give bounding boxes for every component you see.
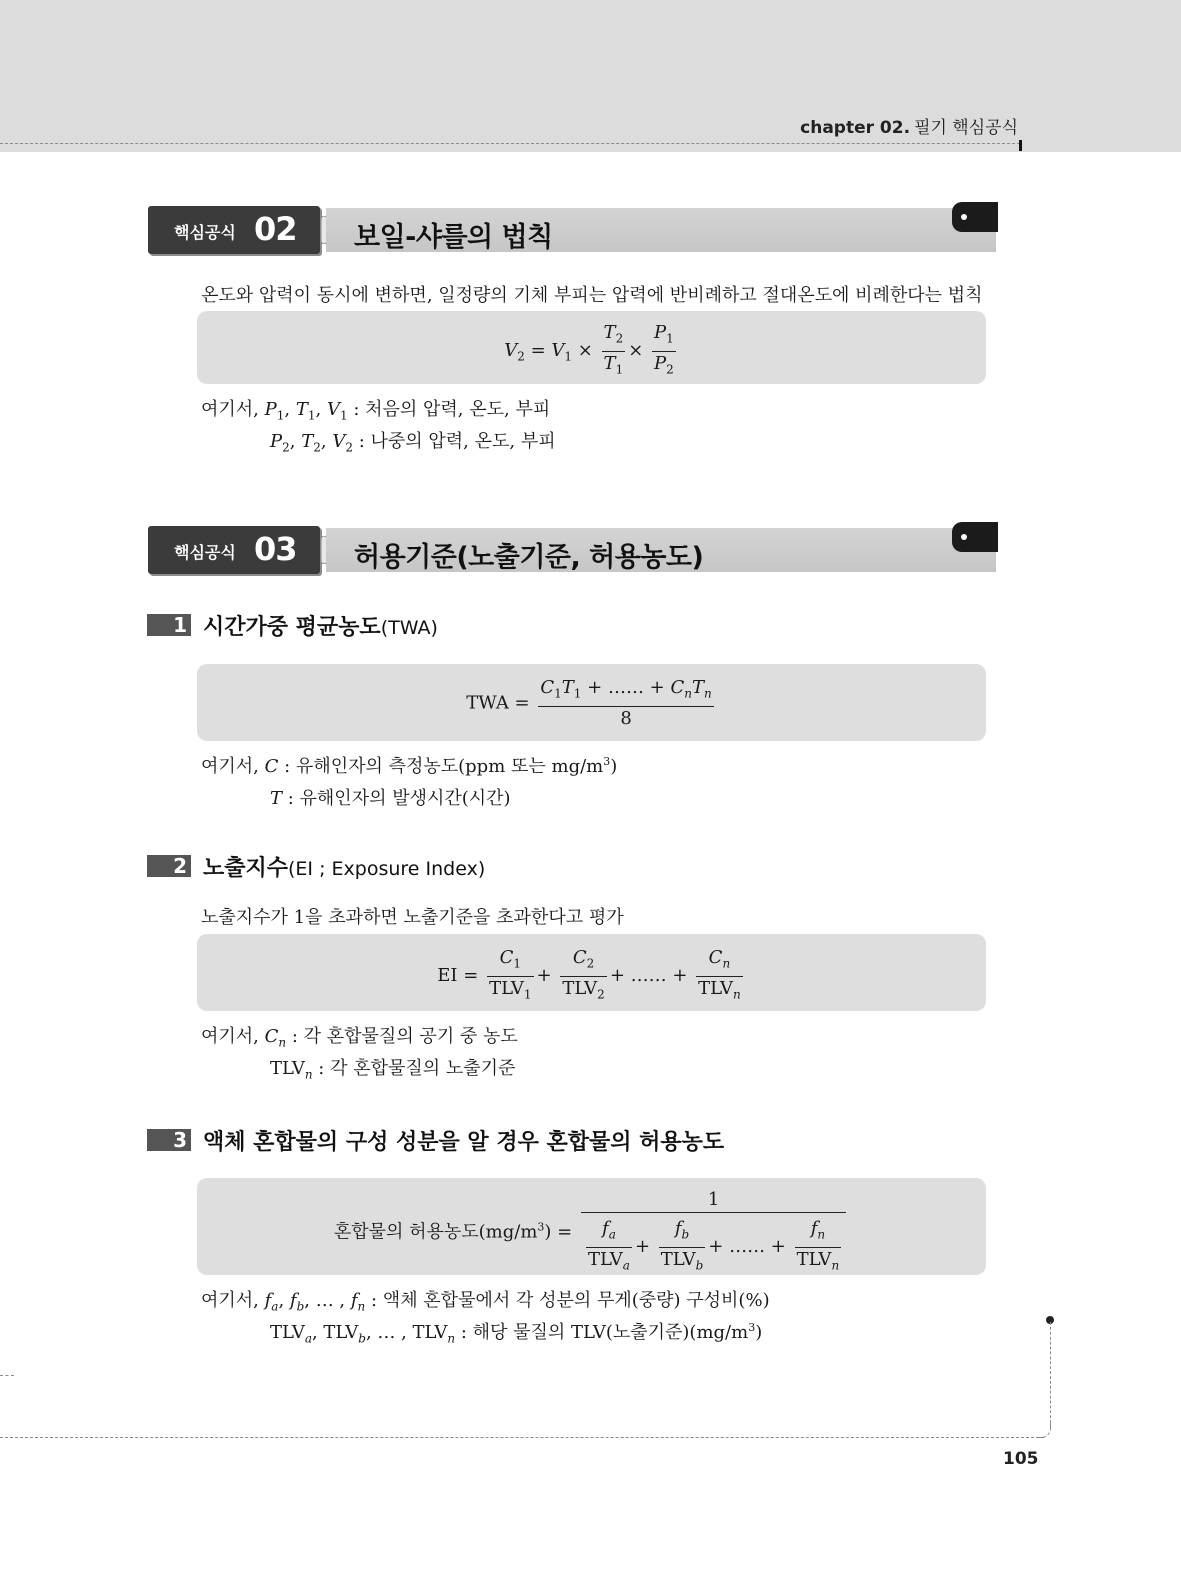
subsection-title: [203, 1125, 724, 1156]
section-02-heading: [148, 206, 998, 254]
subsection-title-text: 노출지수: [203, 856, 289, 881]
definition-line: 여기서, $P_1$, $T_1$, $V_1$ : 처음의 압력, 온도, 부피: [201, 399, 551, 423]
where-label: 여기서,: [201, 1290, 259, 1311]
formula-box-twa: [197, 664, 986, 741]
formula-mixture: 혼합물의 허용농도$(mg/m^3)$ = 1 $\frac{f_a}{TLV_a}$ + $\frac{f_b}{TLV_b}$ + …… + $\frac{f_n}{TLV_n}$: [197, 1188, 986, 1277]
section-title-bar: [326, 528, 996, 572]
definition-text: : 처음의 압력, 온도, 부피: [353, 399, 551, 420]
running-header: [800, 113, 1018, 138]
badge-number: 03: [254, 530, 297, 568]
section-badge: [148, 206, 320, 254]
section-title-bar: [326, 208, 996, 252]
definition-text: : 각 혼합물질의 노출기준: [318, 1058, 516, 1079]
definition-text: : 해당 물질의 TLV(노출기준)(mg/m: [460, 1322, 749, 1343]
subsection-title: [203, 851, 485, 882]
where-label: 여기서,: [201, 756, 259, 777]
formula-ei: EI = $\frac{C_1}{TLV_1}$ + $\frac{C_2}{TLV_2}$ + …… + $\frac{C_n}{TLV_n}$: [437, 947, 741, 1002]
definition-line: $P_2$, $T_2$, $V_2$ : 나중의 압력, 온도, 부피: [270, 431, 556, 455]
formula-box-mixture: [197, 1178, 986, 1275]
subsection-title-en: (TWA): [380, 617, 438, 639]
header-divider: [0, 143, 1020, 144]
frame-corner: [1036, 1422, 1051, 1438]
formula-lhs: 혼합물의 허용농도(mg/m: [333, 1221, 538, 1243]
definition-line: 여기서, C : 유해인자의 측정농도(ppm 또는 $mg/m^3$): [201, 755, 618, 777]
formula-box-boyle-charles: [197, 311, 986, 384]
where-label: 여기서,: [201, 1026, 259, 1047]
badge-label: 핵심공식: [174, 543, 236, 562]
definition-text: : 유해인자의 측정농도(ppm 또는 mg/m: [284, 756, 604, 777]
formula-lhs: TWA: [466, 692, 509, 714]
section-03-heading: [148, 526, 998, 574]
formula-lhs: EI: [437, 965, 458, 987]
margin-dash: [0, 1375, 14, 1376]
definition-line: $TLV_a$, $TLV_b$, … , $TLV_n$ : 해당 물질의 TLV(노출기준)$(mg/m^3)$: [270, 1321, 763, 1346]
subsection-title-text: 액체 혼합물의 구성 성분을 알 경우 혼합물의 허용농도: [203, 1130, 725, 1155]
formula-box-ei: [197, 934, 986, 1011]
section-title: 보일-샤를의 법칙: [354, 222, 553, 253]
section-title: 허용기준(노출기준, 허용농도): [354, 542, 704, 573]
formula-denominator: 8: [620, 707, 632, 729]
badge-label: 핵심공식: [174, 223, 236, 242]
definition-line: T : 유해인자의 발생시간(시간): [270, 788, 511, 809]
frame-side-line: [1050, 1322, 1051, 1428]
subsection-number: 1: [147, 614, 191, 636]
subsection-title-en: (EI ; Exposure Index): [288, 858, 486, 880]
definition-text: : 각 혼합물질의 공기 중 농도: [291, 1026, 518, 1047]
bookmark-tab-icon: [952, 202, 998, 232]
definition-line: 여기서, $C_n$ : 각 혼합물질의 공기 중 농도: [201, 1026, 518, 1050]
definition-line: $TLV_n$ : 각 혼합물질의 노출기준: [270, 1058, 516, 1082]
formula-boyle-charles: $V_2 = V_1$ × $\frac{T_2}{T_1}$ × $\frac{P_1}{P_2}$: [504, 322, 674, 377]
definition-text: : 나중의 압력, 온도, 부피: [358, 431, 556, 452]
where-label: 여기서,: [201, 399, 259, 420]
subsection-number: 3: [147, 1129, 191, 1151]
chapter-title: 필기 핵심공식: [914, 118, 1018, 138]
subsection-number: 2: [147, 855, 191, 877]
subsection-2-description: 노출지수가 1을 초과하면 노출기준을 초과한다고 평가: [201, 907, 624, 928]
page-number: 105: [1003, 1449, 1039, 1469]
footer-divider: [0, 1437, 1044, 1438]
definition-text: : 유해인자의 발생시간(시간): [287, 788, 511, 809]
section-02-description: 온도와 압력이 동시에 변하면, 일정량의 기체 부피는 압력에 반비례하고 절대온도에 비례한다는 법칙: [201, 285, 983, 306]
header-divider-mark: [1019, 140, 1022, 151]
formula-twa: TWA = $\frac{C_1T_1 + \dots\dots + C_nT_n}{8}$: [466, 677, 712, 729]
chapter-label: chapter 02.: [800, 118, 911, 138]
bookmark-tab-icon: [952, 522, 998, 552]
definition-text: : 액체 혼합물에서 각 성분의 무게(중량) 구성비(%): [371, 1290, 770, 1311]
subsection-title-text: 시간가중 평균농도: [203, 615, 381, 640]
definition-line: 여기서, $f_a$, $f_b$, … , $f_n$ : 액체 혼합물에서 각 성분의 무게(중량) 구성비(%): [201, 1290, 770, 1314]
section-badge: [148, 526, 320, 574]
formula-numerator: 1: [581, 1188, 846, 1213]
subsection-title: [203, 610, 438, 641]
badge-number: 02: [254, 210, 297, 248]
